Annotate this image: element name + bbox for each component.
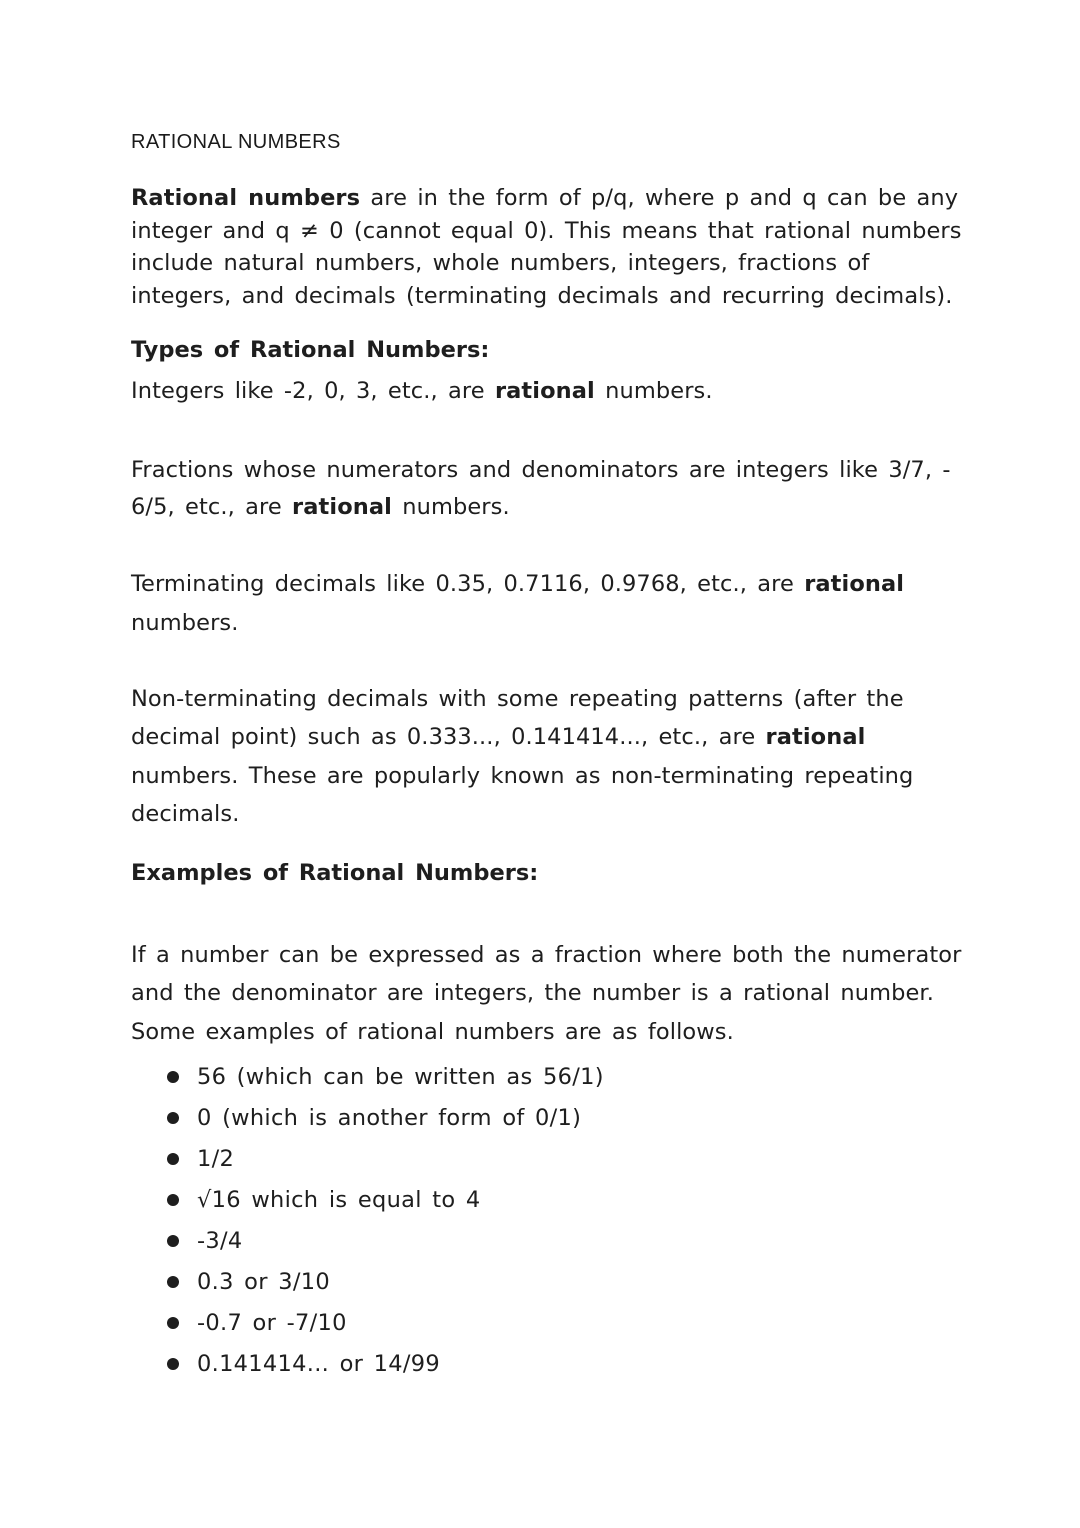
intro-line-rest: are in the form of p/q, where p and q can be any (360, 185, 959, 211)
bullet-icon (167, 1153, 179, 1165)
bullet-icon (167, 1358, 179, 1370)
list-item (167, 1099, 604, 1140)
type-line (131, 795, 961, 833)
text-run: numbers. (594, 378, 713, 404)
bold-run: rational (494, 378, 595, 404)
list-item (167, 1345, 604, 1386)
text-run: decimal point) such as 0.333..., 0.141414..., etc., are (131, 724, 766, 751)
bullet-icon (167, 1194, 179, 1206)
type-line (131, 680, 961, 718)
text-run: numbers. These are popularly known as non-terminating repeating (131, 762, 914, 789)
list-item (167, 1222, 604, 1263)
bullet-icon (167, 1112, 179, 1124)
examples-heading: Examples of Rational Numbers: (131, 860, 539, 886)
intro-line: include natural numbers, whole numbers, integers, fractions of (131, 250, 870, 277)
text-run: Terminating decimals like 0.35, 0.7116, 0.9768, etc., are (131, 571, 805, 597)
list-item-text: 56 (which can be written as 56/1) (197, 1064, 604, 1090)
type-line (131, 452, 961, 489)
types-heading: Types of Rational Numbers: (131, 337, 490, 363)
text-run: Fractions whose numerators and denominators are integers like 3/7, - (131, 457, 951, 483)
text-run: Non-terminating decimals with some repeating patterns (after the (131, 686, 904, 712)
intro-paragraph (131, 182, 961, 313)
intro-line (131, 182, 961, 215)
bullet-icon (167, 1276, 179, 1288)
text-run: decimals. (131, 800, 240, 827)
examples-list (167, 1058, 604, 1386)
type-line (131, 718, 961, 756)
list-item (167, 1304, 604, 1345)
bullet-icon (167, 1317, 179, 1329)
list-item-text: -0.7 or -7/10 (197, 1310, 347, 1336)
list-item (167, 1181, 604, 1222)
intro-line: integer and q ≠ 0 (cannot equal 0). This means that rational numbers (131, 217, 962, 244)
bold-run: rational (765, 724, 866, 751)
type-paragraph-fractions (131, 452, 961, 526)
text-run: 6/5, etc., are (131, 494, 293, 520)
type-paragraph-repeating (131, 680, 961, 833)
examples-intro-line: Some examples of rational numbers are as follows. (131, 1018, 734, 1045)
list-item (167, 1263, 604, 1304)
list-item (167, 1140, 604, 1181)
intro-line: integers, and decimals (terminating decimals and recurring decimals). (131, 283, 953, 310)
list-item-text: -3/4 (197, 1228, 243, 1254)
examples-intro-line: If a number can be expressed as a fraction where both the numerator (131, 942, 962, 968)
list-item-text: 0 (which is another form of 0/1) (197, 1105, 582, 1131)
type-line (131, 604, 961, 643)
list-item-text: 0.3 or 3/10 (197, 1269, 330, 1295)
type-line (131, 757, 961, 795)
examples-intro-paragraph (131, 936, 961, 1051)
bullet-icon (167, 1235, 179, 1247)
bold-run: rational (292, 494, 392, 520)
examples-intro-line: and the denominator are integers, the number is a rational number. (131, 980, 934, 1007)
list-item-text: 0.141414... or 14/99 (197, 1351, 440, 1377)
text-run: numbers. (391, 494, 510, 520)
type-paragraph-integers (131, 375, 961, 407)
type-paragraph-terminating (131, 565, 961, 643)
text-run: Integers like -2, 0, 3, etc., are (131, 378, 495, 404)
type-line (131, 565, 961, 604)
text-run: numbers. (131, 610, 239, 636)
type-line (131, 375, 961, 407)
list-item-text: 1/2 (197, 1146, 235, 1172)
bold-run: rational (804, 571, 905, 597)
type-line (131, 489, 961, 526)
bullet-icon (167, 1071, 179, 1083)
intro-term: Rational numbers (131, 185, 361, 211)
page-title: RATIONAL NUMBERS (131, 131, 341, 153)
list-item-text: √16 which is equal to 4 (197, 1187, 481, 1213)
list-item (167, 1058, 604, 1099)
